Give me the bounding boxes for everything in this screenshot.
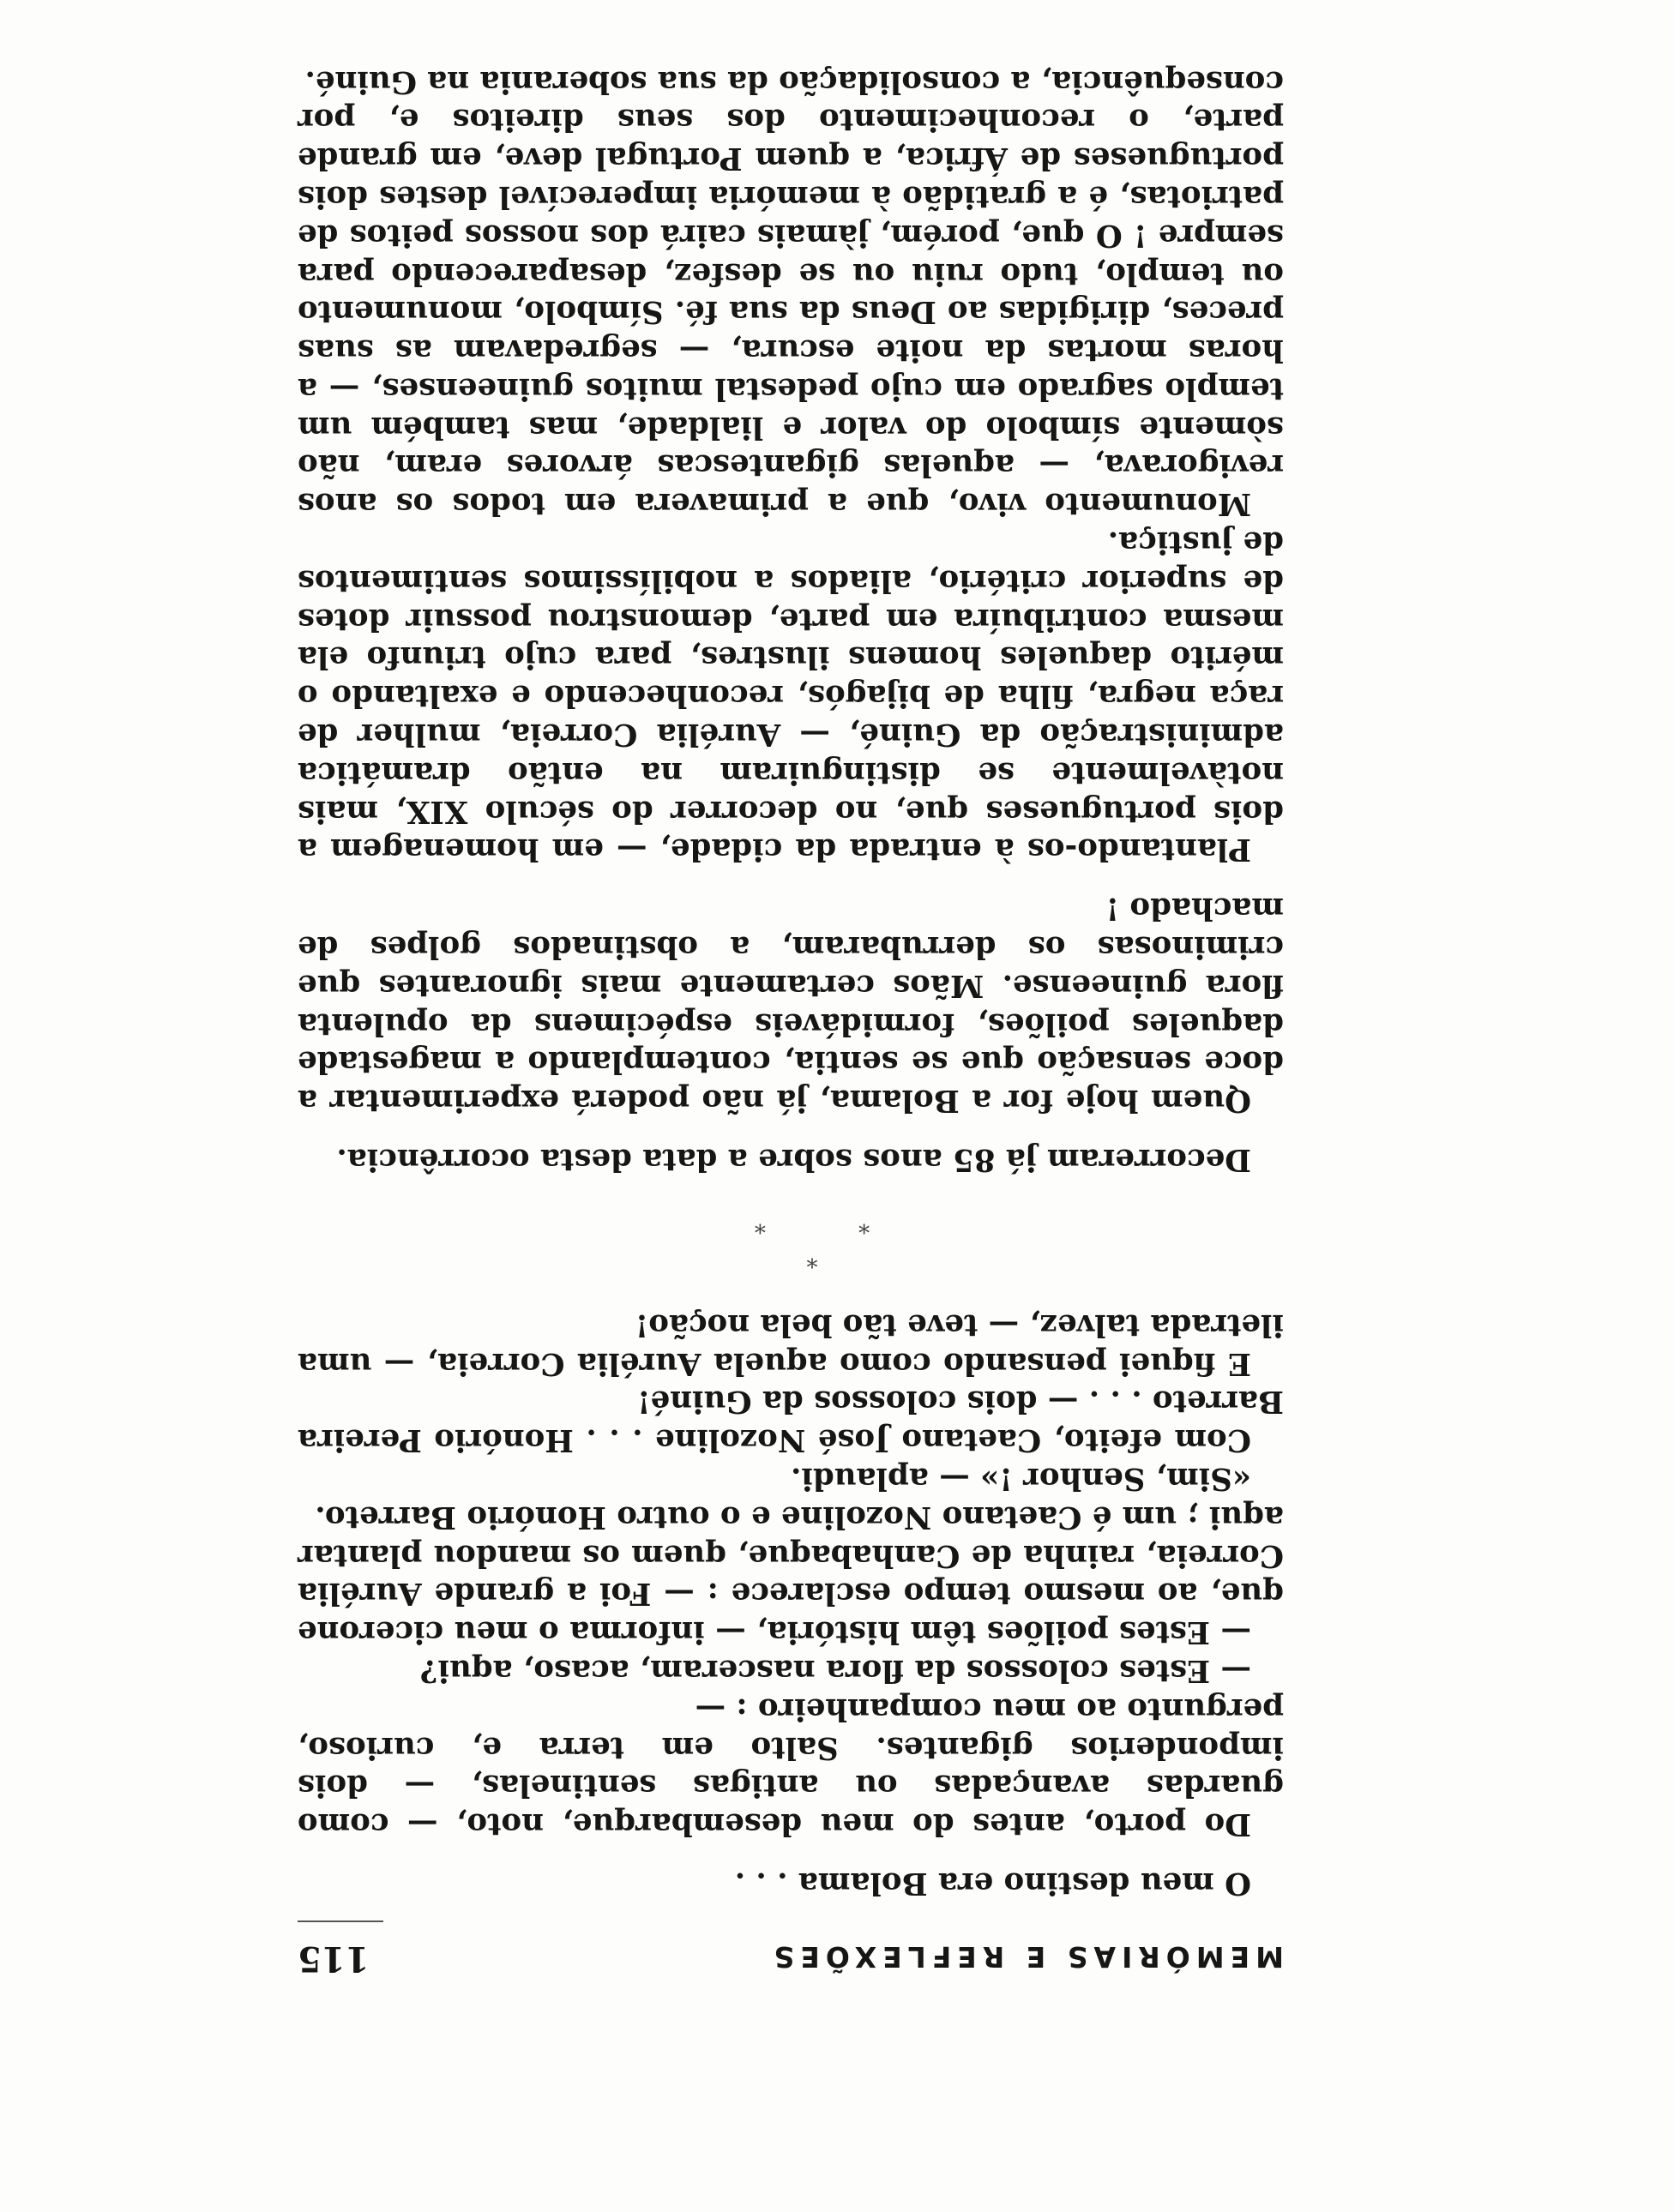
page-number: 115: [298, 1939, 370, 1979]
paragraph-3: — Estes colossos da flora nasceram, acaso, aqui?: [419, 1653, 1251, 1689]
paragraph-10: Plantando-os à entrada da cidade, — em homenagem a dois portugueses que, no decorrer do século XIX, mais notàvelmente se distinguiram na então dramática administração da Guiné, — Aurélia Correia, mulher de raça negra, filha de bijagós, reconhecendo e exaltando o mérito daqueles homens ilustres, para cujo triunfo ela mesma contribuíra em parte, demonstrou possuir dotes de superior critério, aliados a nobilíssimos sentimentos de justiça.: [298, 525, 1284, 868]
running-head: MEMÓRIAS E REFLEXÕES: [768, 1940, 1284, 1974]
paragraph-8: Decorreram já 85 anos sobre a data desta ocorrência.: [336, 1142, 1251, 1178]
paragraph-11: Monumento vivo, que a primavera em todos os anos revigorava, — aquelas gigantescas árvores eram, não sòmente símbolo do valor e lialdade, mas também um templo sagrado em cujo pedestal muitos guineenses, — a horas mortas da noite escura, — segredavam as suas preces, dirigidas ao Deus da sua fé. Símbolo, monumento ou templo, tudo ruiu ou se desfez, desaparecendo para sempre ! O que, porém, jàmais cairá dos nossos peitos de patriotas, é a gratidão à memória imperecível destes dois portugueses de África, a quem Portugal deve, em grande parte, o reconhecimento dos seus direitos e, por consequência, a consolidação da sua soberania na Guiné.: [298, 63, 1284, 522]
text-block: [298, 62, 1284, 1979]
paragraph-4: — Estes poilões têm história, — informa o meu cicerone que, ao mesmo tempo esclarece : — Foi a grande Aurélia Correia, rainha de Canhabaque, quem os mandou plantar aqui ; um é Caetano Nozoline e o outro Honório Barreto.: [298, 1499, 1284, 1650]
paragraph-9: Quem hoje for a Bolama, já não poderá experimentar a doce sensação que se sentia, contemplando a magestade daqueles poilões, formidáveis espécimens da opulenta flora guineense. Mãos certamente mais ignorantes que criminosas os derrubaram, a obstinados golpes de machado !: [298, 891, 1284, 1119]
paragraph-5: «Sim, Senhor !» — aplaudi.: [791, 1461, 1251, 1497]
separator-star-top: *: [763, 1246, 818, 1272]
paragraph-6: Com efeito, Caetano José Nozoline . . . Honório Pereira Barreto . . . — dois colossos da Guiné!: [298, 1384, 1284, 1458]
paragraph-2: Do porto, antes do meu desembarque, noto, — como guardas avançadas ou antigas sentinelas, — dois imponderios gigantes. Salto em terra e, curioso, pergunto ao meu companheiro : —: [298, 1691, 1284, 1842]
paragraph-1: O meu destino era Bolama . . .: [734, 1866, 1251, 1901]
separator-stars-bottom: * *: [711, 1211, 870, 1238]
paragraph-7: E fiquei pensando como aquela Aurélia Correia, — uma iletrada talvez, — teve tão bela noção!: [298, 1307, 1284, 1381]
section-separator: [298, 1207, 1284, 1276]
header-rule: [298, 1920, 383, 1922]
page-header: [298, 1924, 1284, 1979]
